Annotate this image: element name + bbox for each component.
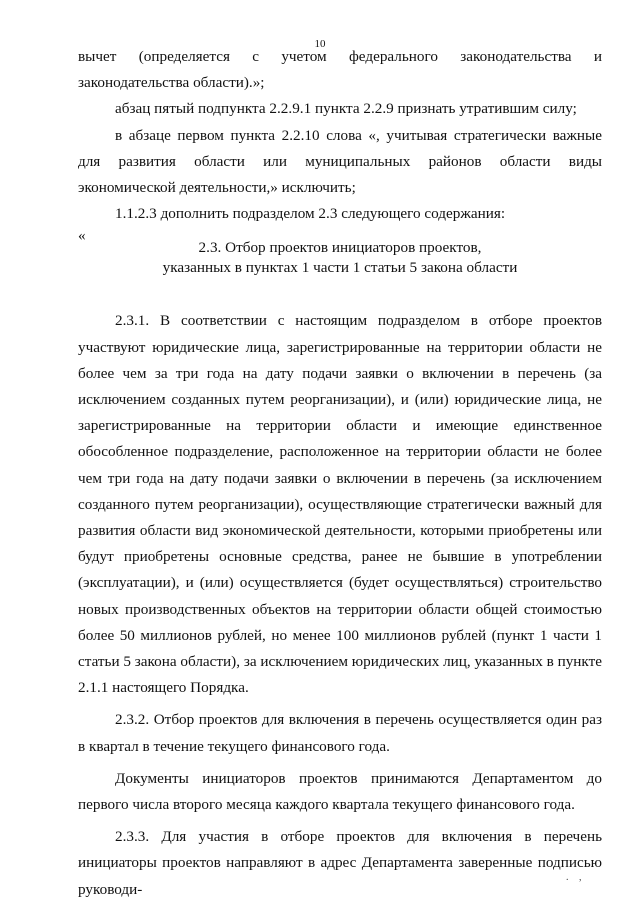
section-heading bbox=[78, 238, 602, 278]
paragraph-p4: 1.1.2.3 дополнить подразделом 2.3 следующего содержания: bbox=[115, 205, 506, 223]
paragraph-2-3-3: 2.3.3. Для участия в отборе проектов для включения в перечень инициаторы проектов направляют в адрес Департамента заверенные подписью руководи- bbox=[78, 828, 602, 898]
paragraph-p3: в абзаце первом пункта 2.2.10 слова «, учитывая стратегически важные для развития области или муниципальных районов области виды экономической деятельности,» исключить; bbox=[78, 126, 602, 197]
paragraph-p2: абзац пятый подпункта 2.2.9.1 пункта 2.2.9 признать утратившим силу; bbox=[115, 100, 577, 118]
spacer bbox=[78, 278, 602, 308]
opening-quote: « bbox=[78, 227, 86, 245]
section-heading-line-1: 2.3. Отбор проектов инициаторов проектов, bbox=[198, 239, 482, 257]
paragraph-p1: вычет (определяется с учетом федерального законодательства и законодательства области).»; bbox=[78, 48, 602, 92]
section-heading-line-2: указанных в пунктах 1 части 1 статьи 5 закона области bbox=[162, 259, 518, 277]
document-body bbox=[78, 44, 602, 903]
paragraph-documents: Документы инициаторов проектов принимаются Департаментом до первого числа второго месяца каждого квартала текущего финансового года. bbox=[78, 769, 602, 814]
paragraph-2-3-2: 2.3.2. Отбор проектов для включения в перечень осуществляется один раз в квартал в течение текущего финансового года. bbox=[78, 711, 602, 755]
page-number: 10 bbox=[314, 38, 326, 50]
scan-marks: . , bbox=[566, 872, 586, 883]
paragraph-2-3-1: 2.3.1. В соответствии с настоящим подразделом в отборе проектов участвуют юридические лица, зарегистрированные на территории области не более чем за три года на дату подачи заявки о включении в перечень (за исключением созданных путем реорганизации), и (или) юридические лица, не зарегистрированные на территории области и имеющие единственное обособленное подразделение, расположенное на территории области не более чем три года на дату подачи заявки о включении в перечень (за исключением созданного путем реорганизации), осуществляющие стратегически важный для развития области вид экономической деятельности, которыми приобретены или будут приобретены основные средства, ранее не бывшие в употреблении (эксплуатации), и (или) осуществляется (будет осуществляться) строительство новых производственных объектов на территории области общей стоимостью более 50 миллионов рублей, но менее 100 миллионов рублей (пункт 1 части 1 статьи 5 закона области), за исключением юридических лиц, указанных в пункте 2.1.1 настоящего Порядка. bbox=[78, 312, 602, 697]
